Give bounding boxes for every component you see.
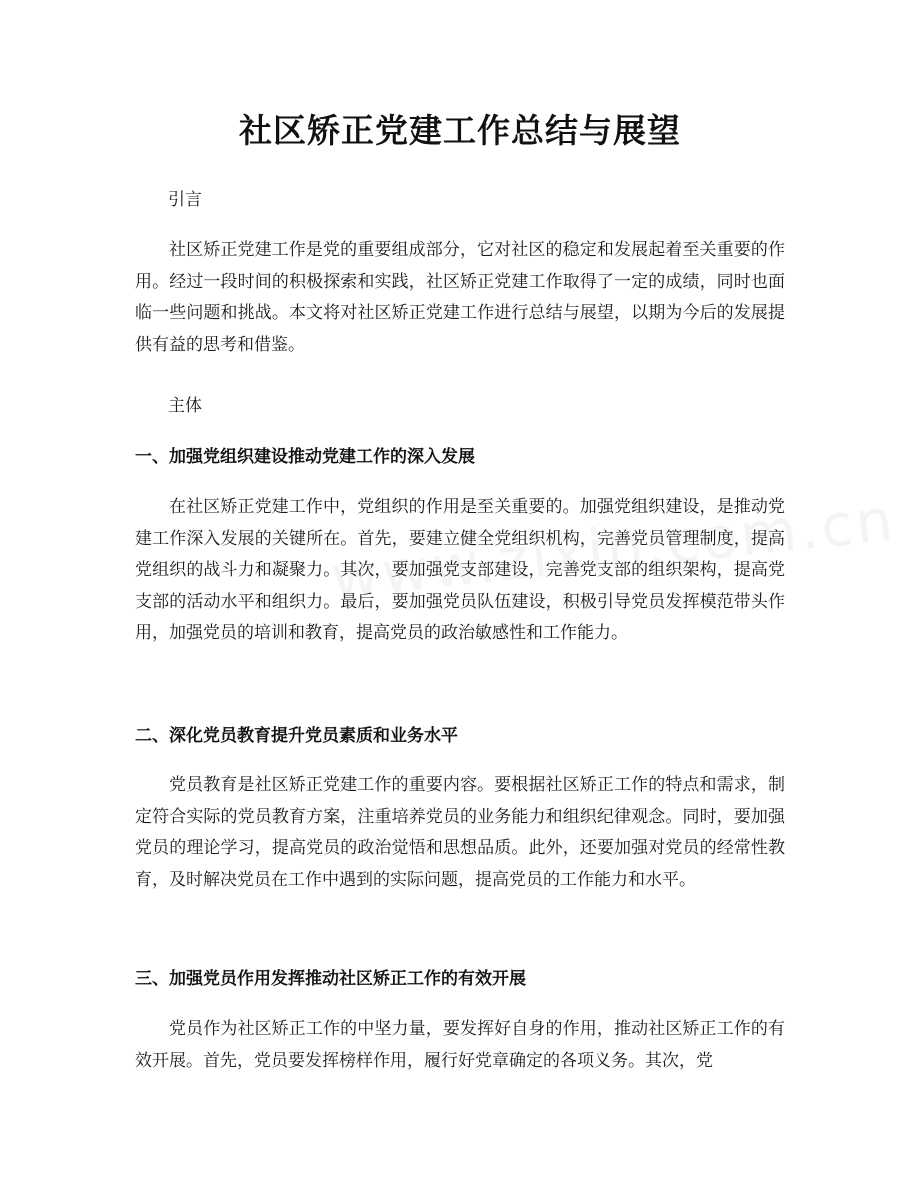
- section-heading-3: 三、加强党员作用发挥推动社区矫正工作的有效开展: [135, 969, 526, 989]
- page-title: 社区矫正党建工作总结与展望: [239, 111, 681, 150]
- section-paragraph-2: 党员教育是社区矫正党建工作的重要内容。要根据社区矫正工作的特点和需求，制定符合实际的党员教育方案，注重培养党员的业务能力和组织纪律观念。同时，要加强党员的理论学习，提高党员的政治觉悟和思想品质。此外，还要加强对党员的经常性教育，及时解决党员在工作中遇到的实际问题，提高党员的工作能力和水平。: [135, 775, 785, 890]
- section-paragraph-1: 在社区矫正党建工作中，党组织的作用是至关重要的。加强党组织建设，是推动党建工作深入发展的关键所在。首先，要建立健全党组织机构，完善党员管理制度，提高党组织的战斗力和凝聚力。其次，要加强党支部建设，完善党支部的组织架构，提高党支部的活动水平和组织力。最后，要加强党员队伍建设，积极引导党员发挥模范带头作用，加强党员的培训和教育，提高党员的政治敏感性和工作能力。: [135, 497, 785, 644]
- section-paragraph-3: 党员作为社区矫正工作的中坚力量，要发挥好自身的作用，推动社区矫正工作的有效开展。首先，党员要发挥榜样作用，履行好党章确定的各项义务。其次，党: [135, 1019, 785, 1071]
- intro-paragraph: 社区矫正党建工作是党的重要组成部分，它对社区的稳定和发展起着至关重要的作用。经过一段时间的积极探索和实践，社区矫正党建工作取得了一定的成绩，同时也面临一些问题和挑战。本文将对社区矫正党建工作进行总结与展望，以期为今后的发展提供有益的思考和借鉴。: [135, 240, 785, 355]
- intro-label: 引言: [168, 190, 202, 210]
- section-heading-1: 一、加强党组织建设推动党建工作的深入发展: [135, 447, 475, 467]
- section-heading-2: 二、深化党员教育提升党员素质和业务水平: [135, 726, 458, 746]
- body-label: 主体: [168, 396, 202, 416]
